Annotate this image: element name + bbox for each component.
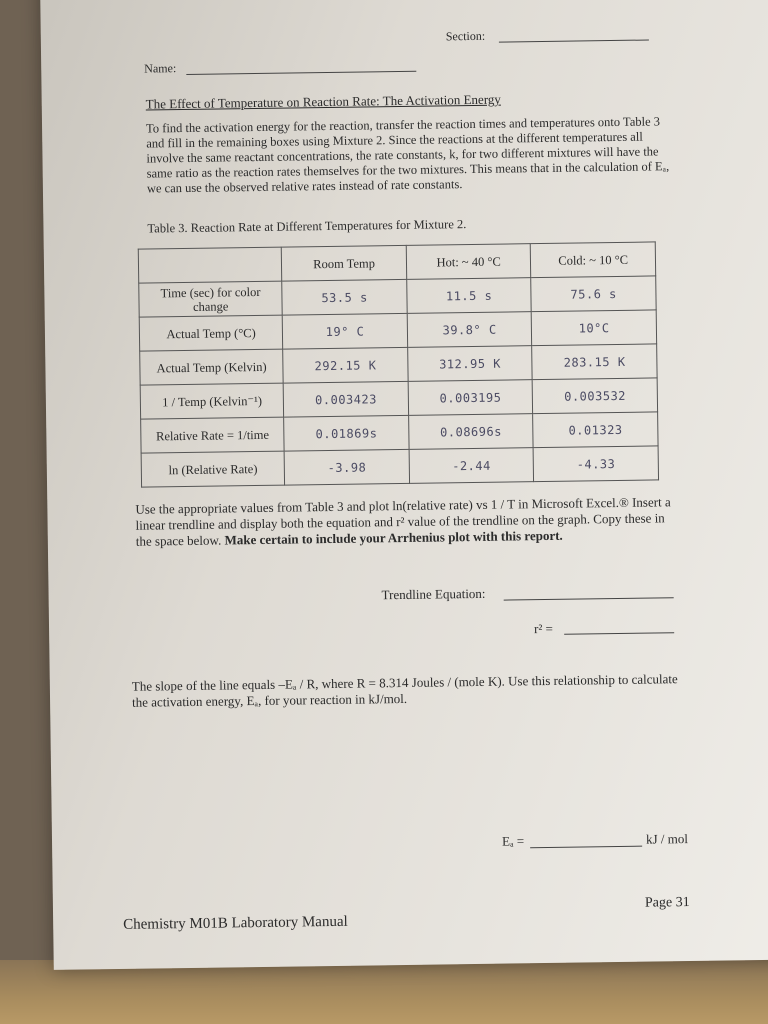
trendline-label: Trendline Equation:: [381, 585, 486, 603]
row-label: Relative Rate = 1/time: [141, 417, 285, 453]
section-label: Section:: [445, 28, 486, 44]
table-row: [141, 446, 658, 487]
table-cell: 53.5 s: [282, 279, 407, 315]
table-cell: -3.98: [284, 449, 409, 485]
table-surface: [0, 960, 768, 1024]
table-cell: 11.5 s: [407, 278, 532, 314]
manual-title: Chemistry M01B Laboratory Manual: [123, 913, 348, 933]
table-cell: 10°C: [532, 310, 657, 346]
trendline-answer-line: [504, 597, 674, 600]
table-cell: 0.003532: [533, 378, 658, 414]
table-cell: 292.15 K: [283, 347, 408, 383]
table-corner-cell: [138, 247, 282, 283]
section-line: [499, 40, 649, 43]
name-line: [186, 71, 416, 75]
instructions-bold-text: Make certain to include your Arrhenius plot with this report.: [224, 527, 563, 548]
row-label: 1 / Temp (Kelvin⁻¹): [140, 383, 284, 419]
row-label: Time (sec) for color change: [139, 281, 283, 317]
table-cell: -4.33: [533, 446, 658, 482]
table-cell: 0.08696s: [408, 414, 533, 450]
activation-energy-answer-line: [530, 846, 642, 849]
table-cell: 75.6 s: [531, 276, 656, 312]
r-squared-label: r² =: [534, 620, 554, 637]
table-cell: 0.01869s: [284, 415, 409, 451]
table-cell: 312.95 K: [408, 346, 533, 382]
worksheet-page: [40, 0, 768, 970]
table-cell: 0.003195: [408, 380, 533, 416]
instructions-text: Use the appropriate values from Table 3 and plot ln(relative rate) vs 1 / T in Microsoft Excel.® Insert a linear trendline and display both the equation and r² value of the trendline on the graph. Copy these in the space below.: [135, 494, 671, 549]
table-cell: 0.01323: [533, 412, 658, 448]
activation-energy-units: kJ / mol: [645, 831, 689, 847]
name-label: Name:: [144, 61, 177, 76]
r-squared-answer-line: [564, 632, 674, 635]
slope-paragraph: The slope of the line equals –Eₐ / R, where R = 8.314 Joules / (mole K). Use this relationship to calculate the activation energy, Eₐ, for your reaction in kJ/mol.: [131, 671, 678, 710]
table-cell: 39.8° C: [407, 312, 532, 348]
table-cell: 19° C: [283, 313, 408, 349]
table-cell: 0.003423: [283, 381, 408, 417]
table-cell: 283.15 K: [532, 344, 657, 380]
page-number: Page 31: [644, 895, 690, 911]
column-header: Cold: ~ 10 °C: [531, 242, 656, 278]
reaction-rate-table: [138, 241, 659, 487]
column-header: Room Temp: [282, 245, 407, 281]
page-title: The Effect of Temperature on Reaction Rate: The Activation Energy: [145, 91, 501, 112]
table-cell: -2.44: [409, 448, 534, 484]
intro-paragraph: To find the activation energy for the reaction, transfer the reaction times and temperatures onto Table 3 and fill in the remaining boxes using Mixture 2. Since the reactions at the different temperatures all involve the same reactant concentrations, the rate constants, k, for two different mixtures will have the same ratio as the reaction rates themselves for the two mixtures. This means that in the calculation of Eₐ, we can use the observed relative rates instead of rate constants.: [145, 114, 670, 196]
row-label: ln (Relative Rate): [141, 451, 285, 487]
column-header: Hot: ~ 40 °C: [406, 244, 531, 280]
plot-instructions: [135, 494, 681, 550]
activation-energy-label: Eₐ =: [501, 833, 525, 849]
table-caption: Table 3. Reaction Rate at Different Temperatures for Mixture 2.: [147, 217, 467, 236]
row-label: Actual Temp (Kelvin): [140, 349, 284, 385]
row-label: Actual Temp (°C): [139, 315, 283, 351]
